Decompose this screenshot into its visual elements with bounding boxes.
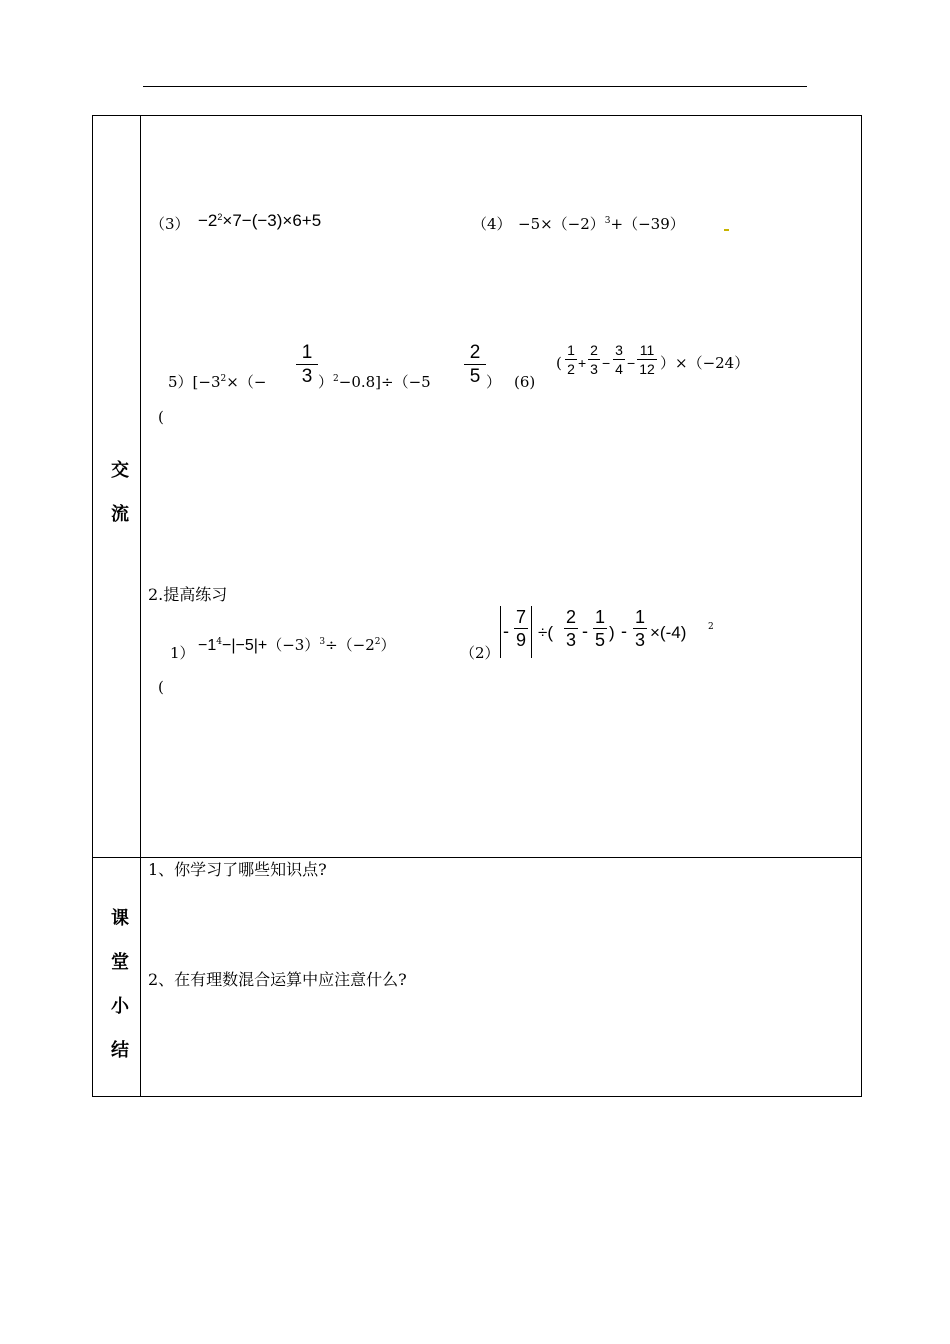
advanced-2-abs-fraction: 7 9 xyxy=(515,607,526,650)
problem-4-expression: $-5\times(-2)^3+(-39)$ xyxy=(518,215,685,233)
problem-6-op-2: − xyxy=(602,355,611,371)
problem-6-fraction-4: 11 12 xyxy=(637,343,657,376)
stray-paren-2: ( xyxy=(158,678,164,696)
advanced-2-div: ÷( xyxy=(538,623,553,642)
advanced-2-abs-sign: - xyxy=(503,621,509,641)
problem-3-expression: $-2^2\times 7-(-3)\times 6+5$ xyxy=(198,211,322,230)
problem-6-open: ( xyxy=(556,354,562,372)
advanced-2-close: ) xyxy=(609,623,615,642)
problem-6-fraction-3: 3 4 xyxy=(613,343,625,376)
table-column-divider xyxy=(140,115,141,1097)
section-label-summary-1: 课 xyxy=(111,908,129,929)
advanced-1-expression: $-1^4-|-5|+(-3)^3\div(-2^2)$ xyxy=(198,636,396,654)
advanced-2-minus-1: - xyxy=(582,621,588,641)
advanced-2-fraction-3: 1 3 xyxy=(634,607,645,650)
advanced-2-fraction-1: 2 3 xyxy=(565,607,576,650)
problem-5-part-a: $5)[-3^2\times(-$ xyxy=(168,373,267,391)
problem-6-tail: ）×（−24） xyxy=(660,354,750,372)
section-label-summary-2: 堂 xyxy=(111,952,129,973)
problem-6-fraction-1: 1 2 xyxy=(565,343,577,376)
advanced-2-fraction-2: 1 5 xyxy=(594,607,605,650)
worksheet-table xyxy=(92,115,862,1097)
section-label-exchange-1: 交 xyxy=(111,460,129,481)
section-label-summary-3: 小 xyxy=(111,996,129,1017)
problem-6-label: (6) xyxy=(514,373,536,391)
summary-question-2: 2、在有理数混合运算中应注意什么? xyxy=(148,970,407,989)
problem-3-label: （3） xyxy=(150,215,190,233)
stray-paren-1: ( xyxy=(158,408,164,426)
section-label-summary-4: 结 xyxy=(111,1040,129,1061)
problem-4-label: （4） xyxy=(472,215,512,233)
problem-5-part-b: ）$^2$−0.8]÷（−5 xyxy=(318,373,431,391)
section-label-exchange-2: 流 xyxy=(111,504,129,525)
highlight-mark xyxy=(724,229,729,231)
advanced-2-times: ×(-4) xyxy=(650,623,687,642)
problem-6-op-1: + xyxy=(578,355,587,371)
problem-5-fraction-1: 1 3 xyxy=(296,343,318,386)
header-rule xyxy=(143,86,807,87)
advanced-2-exponent: 2 xyxy=(708,622,714,632)
problem-5-close: ） xyxy=(486,373,502,391)
advanced-practice-title: 2.提高练习 xyxy=(148,585,228,604)
table-row-divider xyxy=(92,857,862,858)
advanced-2-label: （2） xyxy=(460,644,500,662)
problem-6-op-3: − xyxy=(627,355,636,371)
advanced-2-minus-2: - xyxy=(621,621,627,641)
problem-5-fraction-2: 2 5 xyxy=(464,343,486,386)
advanced-1-label: 1） xyxy=(170,644,195,662)
summary-question-1: 1、你学习了哪些知识点? xyxy=(148,860,327,879)
problem-6-fraction-2: 2 3 xyxy=(588,343,600,376)
